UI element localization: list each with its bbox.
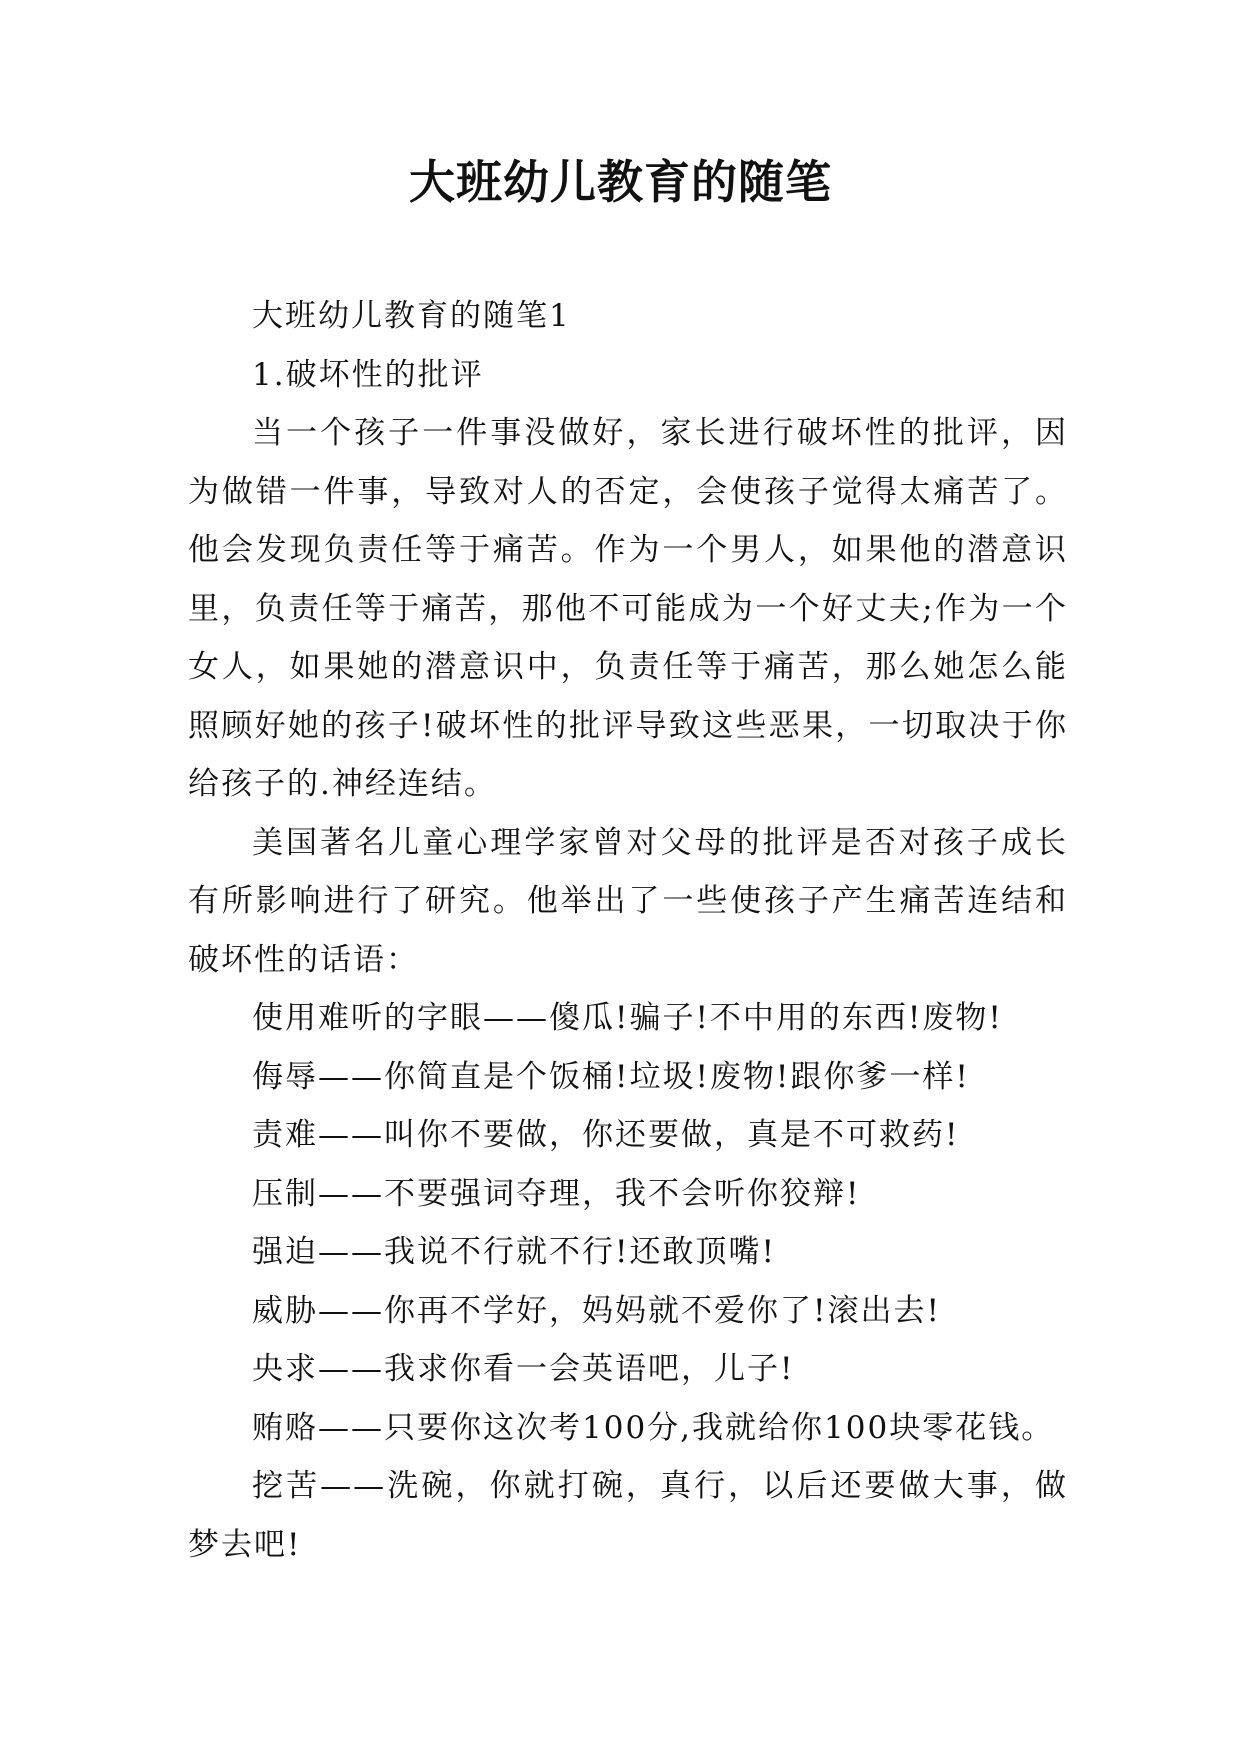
list-item: 央求——我求你看一会英语吧，儿子! <box>252 1351 795 1387</box>
list-item: 强迫——我说不行就不行!还敢顶嘴! <box>252 1234 776 1270</box>
document-body <box>188 287 1068 1574</box>
paragraph: 美国著名儿童心理学家曾对父母的批评是否对孩子成长有所影响进行了研究。他举出了一些使孩子产生痛苦连结和破坏性的话语： <box>188 824 1068 978</box>
list-item: 侮辱——你简直是个饭桶!垃圾!废物!跟你爹一样! <box>252 1058 970 1095</box>
list-item: 挖苦——洗碗，你就打碗，真行，以后还要做大事，做梦去吧! <box>188 1468 1068 1563</box>
list-item: 责难——叫你不要做，你还要做，真是不可救药! <box>252 1117 960 1153</box>
list-item: 贿赂——只要你这次考100分,我就给你100块零花钱。 <box>252 1409 1055 1446</box>
document-title: 大班幼儿教育的随笔 <box>409 155 832 209</box>
list-item: 使用难听的字眼——傻瓜!骗子!不中用的东西!废物! <box>252 1000 1003 1036</box>
list-item: 压制——不要强词夺理，我不会听你狡辩! <box>252 1175 861 1212</box>
list-item: 威胁——你再不学好，妈妈就不爱你了!滚出去! <box>252 1292 941 1329</box>
paragraph: 当一个孩子一件事没做好，家长进行破坏性的批评，因为做错一件事，导致对人的否定，会使孩子觉得太痛苦了。他会发现负责任等于痛苦。作为一个男人，如果他的潜意识里，负责任等于痛苦，那他不可能成为一个好丈夫;作为一个女人，如果她的潜意识中，负责任等于痛苦，那么她怎么能照顾好她的孩子!破坏性的批评导致这些恶果，一切取决于你给孩子的.神经连结。 <box>188 415 1068 802</box>
section-heading: 大班幼儿教育的随笔1 <box>252 298 571 334</box>
subsection-heading: 1.破坏性的批评 <box>252 356 484 393</box>
